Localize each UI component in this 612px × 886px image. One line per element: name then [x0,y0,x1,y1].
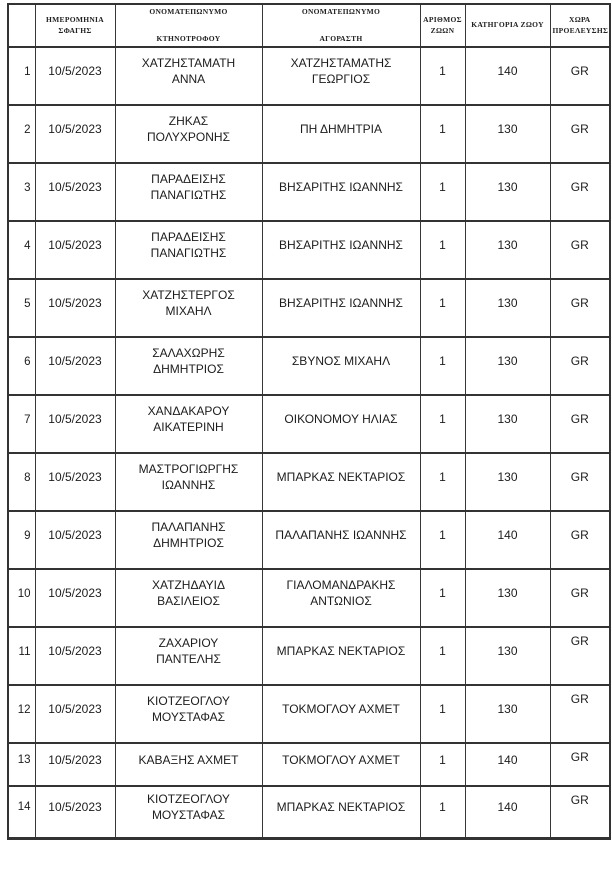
count-cell: 1 [420,743,465,786]
date-cell: 10/5/2023 [35,47,115,105]
country-cell: GR [550,105,610,163]
farmer-cell: ΠΑΡΑΔΕΙΣΗΣ ΠΑΝΑΓΙΩΤΗΣ [115,221,262,279]
count-cell: 1 [420,221,465,279]
header-line: ΟΝΟΜΑΤΕΠΩΝΥΜΟ [149,7,228,17]
table-row [8,786,610,838]
count-cell: 1 [420,395,465,453]
date-cell: 10/5/2023 [35,569,115,627]
row-number-cell: 9 [8,511,35,569]
header-line: ΚΤΗΝΟΤΡΟΦΟΥ [156,33,221,43]
farmer-cell: ΜΑΣΤΡΟΓΙΩΡΓΗΣ ΙΩΑΝΝΗΣ [115,453,262,511]
category-cell: 130 [465,627,550,685]
row-number-cell: 14 [8,786,35,838]
count-cell: 1 [420,279,465,337]
country-cell: GR [550,786,610,838]
date-cell: 10/5/2023 [35,627,115,685]
header-animal-count [420,4,465,47]
buyer-cell: ΜΠΑΡΚΑΣ ΝΕΚΤΑΡΙΟΣ [262,627,420,685]
table-body [8,47,610,838]
farmer-cell: ΧΑΤΖΗΣΤΕΡΓΟΣ ΜΙΧΑΗΛ [115,279,262,337]
header-line: ΖΩΩΝ [430,25,455,35]
table-row [8,105,610,163]
header-line: ΗΜΕΡΟΜΗΝΙΑ [46,15,104,25]
category-cell: 140 [465,786,550,838]
date-cell: 10/5/2023 [35,786,115,838]
category-cell: 130 [465,395,550,453]
count-cell: 1 [420,453,465,511]
farmer-cell: ΧΑΤΖΗΣΤΑΜΑΤΗ ΑΝΝΑ [115,47,262,105]
farmer-cell: ΚΙΟΤΖΕΟΓΛΟΥ ΜΟΥΣΤΑΦΑΣ [115,786,262,838]
count-cell: 1 [420,47,465,105]
row-number-cell: 3 [8,163,35,221]
buyer-cell: ΠΑΛΑΠΑΝΗΣ ΙΩΑΝΝΗΣ [262,511,420,569]
category-cell: 130 [465,337,550,395]
farmer-cell: ΚΑΒΑΞΗΣ ΑΧΜΕΤ [115,743,262,786]
buyer-cell: ΒΗΣΑΡΙΤΗΣ ΙΩΑΝΝΗΣ [262,221,420,279]
row-number-cell: 5 [8,279,35,337]
country-cell: GR [550,337,610,395]
buyer-cell: ΧΑΤΖΗΣΤΑΜΑΤΗΣ ΓΕΩΡΓΙΟΣ [262,47,420,105]
table-row [8,395,610,453]
country-cell: GR [550,511,610,569]
row-number-cell: 1 [8,47,35,105]
header-animal-category [465,4,550,47]
count-cell: 1 [420,627,465,685]
header-slaughter-date [35,4,115,47]
header-line: ΠΡΟΕΛΕΥΣΗΣ [552,25,609,35]
count-cell: 1 [420,163,465,221]
country-cell: GR [550,279,610,337]
farmer-cell: ΠΑΛΑΠΑΝΗΣ ΔΗΜΗΤΡΙΟΣ [115,511,262,569]
row-number-cell: 8 [8,453,35,511]
header-farmer-name [115,4,262,47]
row-number-cell: 7 [8,395,35,453]
buyer-cell: ΠΗ ΔΗΜΗΤΡΙΑ [262,105,420,163]
row-number-cell: 4 [8,221,35,279]
country-cell: GR [550,395,610,453]
farmer-cell: ΚΙΟΤΖΕΟΓΛΟΥ ΜΟΥΣΤΑΦΑΣ [115,685,262,743]
header-origin-country [550,4,610,47]
category-cell: 130 [465,279,550,337]
count-cell: 1 [420,685,465,743]
header-line: ΣΦΑΓΗΣ [58,25,92,35]
country-cell: GR [550,569,610,627]
header-buyer-name [262,4,420,47]
date-cell: 10/5/2023 [35,279,115,337]
table-row [8,47,610,105]
row-number-cell: 2 [8,105,35,163]
count-cell: 1 [420,786,465,838]
buyer-cell: ΜΠΑΡΚΑΣ ΝΕΚΤΑΡΙΟΣ [262,453,420,511]
header-corner [8,4,35,47]
header-line: ΚΑΤΗΓΟΡΙΑ ΖΩΟΥ [471,20,544,30]
table-header [8,4,610,47]
row-number-cell: 13 [8,743,35,786]
country-cell: GR [550,453,610,511]
country-cell: GR [550,627,610,685]
category-cell: 130 [465,569,550,627]
country-cell: GR [550,163,610,221]
farmer-cell: ΖΗΚΑΣ ΠΟΛΥΧΡΟΝΗΣ [115,105,262,163]
category-cell: 130 [465,105,550,163]
date-cell: 10/5/2023 [35,453,115,511]
date-cell: 10/5/2023 [35,337,115,395]
table-row [8,743,610,786]
farmer-cell: ΠΑΡΑΔΕΙΣΗΣ ΠΑΝΑΓΙΩΤΗΣ [115,163,262,221]
category-cell: 130 [465,163,550,221]
header-line: ΟΝΟΜΑΤΕΠΩΝΥΜΟ [301,7,381,17]
buyer-cell: ΣΒΥΝΟΣ ΜΙΧΑΗΛ [262,337,420,395]
farmer-cell: ΣΑΛΑΧΩΡΗΣ ΔΗΜΗΤΡΙΟΣ [115,337,262,395]
buyer-cell: ΒΗΣΑΡΙΤΗΣ ΙΩΑΝΝΗΣ [262,163,420,221]
buyer-cell: ΟΙΚΟΝΟΜΟΥ ΗΛΙΑΣ [262,395,420,453]
header-line: ΑΡΙΘΜΟΣ [423,15,462,25]
buyer-cell: ΤΟΚΜΟΓΛΟΥ ΑΧΜΕΤ [262,685,420,743]
date-cell: 10/5/2023 [35,105,115,163]
country-cell: GR [550,743,610,786]
table-row [8,569,610,627]
farmer-cell: ΧΑΝΔΑΚΑΡΟΥ ΑΙΚΑΤΕΡΙΝΗ [115,395,262,453]
category-cell: 130 [465,685,550,743]
date-cell: 10/5/2023 [35,743,115,786]
row-number-cell: 12 [8,685,35,743]
row-number-cell: 6 [8,337,35,395]
category-cell: 140 [465,47,550,105]
table-row [8,453,610,511]
date-cell: 10/5/2023 [35,395,115,453]
table-row [8,511,610,569]
row-number-cell: 11 [8,627,35,685]
buyer-cell: ΤΟΚΜΟΓΛΟΥ ΑΧΜΕΤ [262,743,420,786]
category-cell: 140 [465,511,550,569]
table-row [8,163,610,221]
count-cell: 1 [420,337,465,395]
date-cell: 10/5/2023 [35,221,115,279]
date-cell: 10/5/2023 [35,685,115,743]
table-row [8,279,610,337]
buyer-cell: ΒΗΣΑΡΙΤΗΣ ΙΩΑΝΝΗΣ [262,279,420,337]
count-cell: 1 [420,105,465,163]
table-row [8,627,610,685]
farmer-cell: ΖΑΧΑΡΙΟΥ ΠΑΝΤΕΛΗΣ [115,627,262,685]
count-cell: 1 [420,511,465,569]
farmer-cell: ΧΑΤΖΗΔΑΥΙΔ ΒΑΣΙΛΕΙΟΣ [115,569,262,627]
table-row [8,337,610,395]
table-row [8,685,610,743]
slaughter-records-table [7,3,611,840]
date-cell: 10/5/2023 [35,163,115,221]
country-cell: GR [550,685,610,743]
row-number-cell: 10 [8,569,35,627]
count-cell: 1 [420,569,465,627]
category-cell: 140 [465,743,550,786]
buyer-cell: ΓΙΑΛΟΜΑΝΔΡΑΚΗΣ ΑΝΤΩΝΙΟΣ [262,569,420,627]
header-line: ΧΩΡΑ [568,15,591,25]
country-cell: GR [550,47,610,105]
category-cell: 130 [465,221,550,279]
header-line: ΑΓΟΡΑΣΤΗ [319,33,363,43]
header-row [8,4,610,47]
date-cell: 10/5/2023 [35,511,115,569]
country-cell: GR [550,221,610,279]
category-cell: 130 [465,453,550,511]
buyer-cell: ΜΠΑΡΚΑΣ ΝΕΚΤΑΡΙΟΣ [262,786,420,838]
table-row [8,221,610,279]
